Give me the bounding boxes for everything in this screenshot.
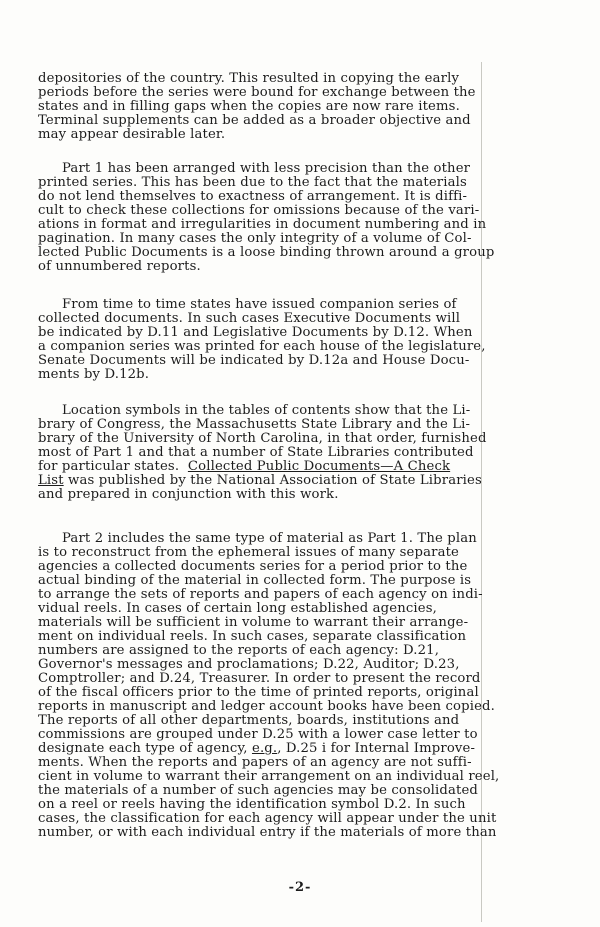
text-line: be indicated by D.11 and Legislative Documents by D.12. When [38, 325, 473, 340]
text-segment: was published by the National Association of State Libraries [68, 473, 482, 488]
text-line: ations in format and irregularities in document numbering and in [38, 217, 487, 232]
text-line: agencies a collected documents series for a period prior to the [38, 559, 468, 574]
text-line: Governor's messages and proclamations; D.22, Auditor; D.23, [38, 657, 460, 672]
text-line: ment on individual reels. In such cases, separate classification [38, 629, 467, 644]
text-line: and prepared in conjunction with this work. [38, 487, 339, 502]
text-line: cient in volume to warrant their arrangement on an individual reel, [38, 769, 500, 784]
text-line: pagination. In many cases the only integrity of a volume of Col- [38, 231, 472, 246]
text-segment: designate each type of agency, [38, 741, 248, 756]
page-number: -2- [288, 880, 312, 895]
text-line: of unnumbered reports. [38, 259, 201, 274]
text-line: may appear desirable later. [38, 127, 226, 142]
text-line: do not lend themselves to exactness of arrangement. It is diffi- [38, 189, 468, 204]
paragraph-location-symbols [38, 404, 520, 502]
text-line [38, 460, 520, 474]
text-line: lected Public Documents is a loose binding thrown around a group [38, 245, 495, 260]
text-line: reports in manuscript and ledger account books have been copied. [38, 699, 495, 714]
text-line: materials will be sufficient in volume to warrant their arrange- [38, 615, 469, 630]
text-line: printed series. This has been due to the fact that the materials [38, 175, 467, 190]
text-line: Part 2 includes the same type of material as Part 1. The plan [62, 531, 477, 546]
text-line: ments. When the reports and papers of an agency are not suffi- [38, 755, 472, 770]
text-line: brary of Congress, the Massachusetts State Library and the Li- [38, 417, 471, 432]
text-line: depositories of the country. This resulted in copying the early [38, 71, 460, 86]
paragraph-companion-series [38, 298, 520, 382]
text-line: Location symbols in the tables of contents show that the Li- [62, 403, 471, 418]
text-line: cases, the classification for each agency will appear under the unit [38, 811, 497, 826]
text-line: the materials of a number of such agencies may be consolidated [38, 783, 478, 798]
text-line: brary of the University of North Carolina, in that order, furnished [38, 431, 487, 446]
text-line: vidual reels. In cases of certain long established agencies, [38, 601, 437, 616]
text-segment: , D.25 i for Internal Improve- [277, 741, 476, 756]
text-line [38, 742, 520, 756]
paragraph-part1-arrangement [38, 162, 520, 274]
text-line: most of Part 1 and that a number of State Libraries contributed [38, 445, 474, 460]
text-line: From time to time states have issued companion series of [62, 297, 457, 312]
text-line: number, or with each individual entry if the materials of more than [38, 825, 497, 840]
text-line: a companion series was printed for each house of the legislature, [38, 339, 486, 354]
text-line: Senate Documents will be indicated by D.12a and House Docu- [38, 353, 470, 368]
text-line: ments by D.12b. [38, 367, 150, 382]
text-line: is to reconstruct from the ephemeral issues of many separate [38, 545, 459, 560]
text-line: collected documents. In such cases Executive Documents will [38, 311, 461, 326]
text-line: The reports of all other departments, boards, institutions and [38, 713, 460, 728]
text-line: Terminal supplements can be added as a broader objective and [38, 113, 471, 128]
text-line: on a reel or reels having the identification symbol D.2. In such [38, 797, 466, 812]
check-list-title: Collected Public Documents—A Check [187, 459, 451, 474]
text-line: commissions are grouped under D.25 with a lower case letter to [38, 727, 478, 742]
text-segment: for particular states. [38, 459, 180, 474]
text-line [38, 474, 520, 488]
text-line: numbers are assigned to the reports of each agency: D.21, [38, 643, 440, 658]
text-line: states and in filling gaps when the copies are now rare items. [38, 99, 460, 114]
paragraph-part2 [38, 532, 520, 840]
eg-abbreviation: e.g. [251, 741, 278, 756]
text-line: actual binding of the material in collected form. The purpose is [38, 573, 472, 588]
text-line: to arrange the sets of reports and papers of each agency on indi- [38, 587, 483, 602]
paragraph-continuation [38, 72, 520, 142]
text-line: periods before the series were bound for exchange between the [38, 85, 476, 100]
text-line: of the fiscal officers prior to the time of printed reports, original [38, 685, 479, 700]
check-list-title-end: List [38, 473, 64, 488]
text-line: Comptroller; and D.24, Treasurer. In order to present the record [38, 671, 481, 686]
text-line: cult to check these collections for omissions because of the vari- [38, 203, 480, 218]
text-line: Part 1 has been arranged with less precision than the other [62, 161, 471, 176]
